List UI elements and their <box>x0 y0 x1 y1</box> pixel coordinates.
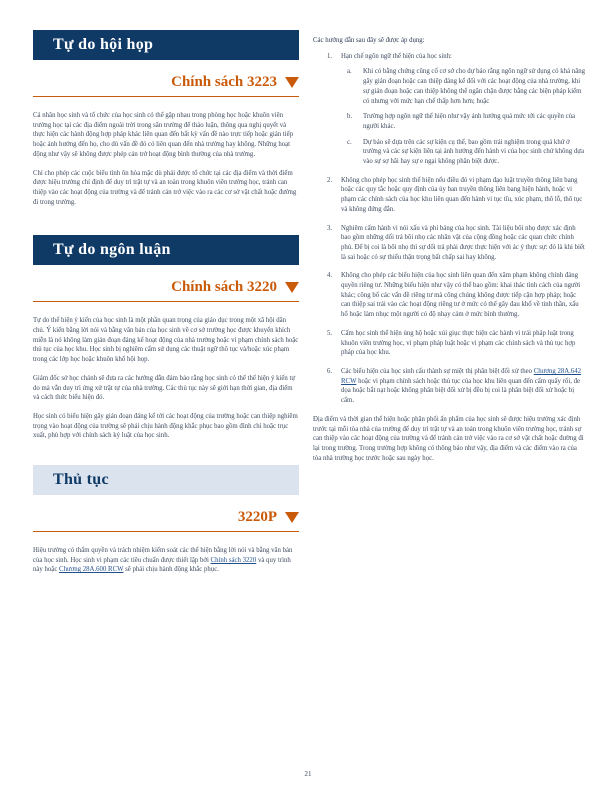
page-number: 21 <box>304 770 312 778</box>
sub-letter: b. <box>347 113 353 121</box>
policy-label-3220p <box>33 507 299 527</box>
list-item <box>313 271 585 320</box>
expression-paragraph-2: Giám đốc sở học chánh sẽ đưa ra các hướng dẫn đảm bảo rằng học sinh có thể thể hiện ý kiến tự do mà vẫn duy trì ứng xử trật tự của nhà trường. Các thủ tục này sẽ giới hạn thời gian, địa điểm và cách thức biểu hiện đó. <box>33 374 296 402</box>
expression-paragraph-1: Tự do thể hiện ý kiến của học sinh là một phần quan trọng của giáo dục trong một xã hội dân chủ. Ý kiến bằng lời nói và bằng văn bản của học sinh về cơ sở trường học được khuyến khích miễn là nó không làm gián đoạn đáng kể hoạt động của nhà trường hoặc vi phạm chính sách hoặc thủ tục của học khu. Học sinh bị nghiêm cấm sử dụng các thuật ngữ thô tục và/hoặc xúc phạm trong các lớp học hoặc khuôn khổ hội họp. <box>33 317 299 364</box>
sub-item <box>341 112 585 131</box>
sub-text: Trường hợp ngôn ngữ thể hiện như vậy ảnh hưởng quá mức tới các quyền của người khác. <box>363 113 576 130</box>
assembly-paragraph-1: Cá nhân học sinh và tổ chức của học sinh có thể gặp nhau trong phòng học hoặc khuôn viên trường học tại các địa điểm ngoài trời trong sân trường để thảo luận, thông qua nghị quyết và thực hiện các hành động hợp pháp khác liên quan đến bất kỳ vấn đề nào trực tiếp hoặc gián tiếp hoặc ảnh hưởng đến họ, cho dù vấn đề đó có liên quan đến nhà trường hay không. Những hoạt động như vậy sẽ không được phép cản trở hoạt động bình thường của nhà trường. <box>33 112 294 158</box>
left-column <box>33 30 299 575</box>
sub-letter: c. <box>347 138 352 146</box>
policy-number: 3220P <box>237 509 277 526</box>
item-number: 1. <box>327 52 333 60</box>
item-number: 3. <box>327 224 333 232</box>
procedure-text: sẽ phải chịu hành động khắc phục. <box>125 566 219 574</box>
sub-list <box>341 67 585 166</box>
section-title-expression: Tự do ngôn luận <box>33 235 299 265</box>
sub-letter: a. <box>347 68 352 76</box>
item-text: Không cho phép các biểu hiện của học sinh liên quan đến xâm phạm không chính đáng quyền riêng tư. Những biểu hiện như vậy có thể bao gồm: khai thác tình cách của người khác; công bố các vấn đề riêng tư mà công chúng không được tiếp cận hợp pháp; hoặc can thiệp sai trái vào các hoạt động riêng tư ở mức có thể gây đau khổ về tinh thần, xấu hổ hoặc làm nhục một người có độ nhạy cảm ở mức bình thường. <box>341 272 581 319</box>
list-item <box>313 329 585 358</box>
triangle-down-icon <box>285 282 299 293</box>
list-item <box>313 224 585 263</box>
rcw-28a642-link[interactable]: Chương 28A.642 RCW <box>341 367 582 385</box>
sub-text: Dự báo sẽ dựa trên các sự kiện cụ thể, bao gồm trải nghiệm trong quá khứ ở trường và các sự kiện liên tại ảnh hưởng đến hành vi của học sinh chứ không dựa vào sự sợ hãi hay sự e ngại không phân biệt được. <box>363 138 584 166</box>
item-text: Nghiêm cấm hành vi nói xấu và phỉ báng của học sinh. Tài liệu bôi nhọ được xác định bao gồm những dối trá bôi nhọ các nhân vật của cộng đồng hoặc các quan chức chính phủ. Để bị coi là bôi nhọ thì sự dối trá phải được thực hiện với ác ý thực sự: đó là khi biết là sai hoặc có sự thiếu thận trọng bất chấp sai hay không. <box>341 224 585 261</box>
item-text: Không cho phép học sinh thể hiện nếu điều đó vi phạm đạo luật truyền thông liên bang hoặc các quy tắc hoặc quy định của ủy ban truyền thông liên bang hiện hành, hoặc vi phạm các chính sách của học khu liên quan đến hành vi tục tĩu, xúc phạm, thô lỗ, thô tục và không đứng đắn. <box>341 176 583 213</box>
item-text: Các biểu hiện của học sinh cấu thành sự miệt thị phân biệt đối xử theo <box>341 367 533 375</box>
divider <box>33 301 299 302</box>
closing-paragraph: Địa điểm và thời gian thể hiện hoặc phân phối ấn phẩm của học sinh sẽ được hiệu trưởng xác định trước tại mỗi tòa nhà của trường để duy trì trật tự và an toàn trong khuôn viên trường học, tránh sự can thiệp vào các hoạt động của trường và để tránh cản trở việc vào ra cơ sở vật chất hoặc đường đi lại trong trường. Trong trường hợp không có thông báo như vậy, địa điểm và các điểm vào ra của tòa nhà trường học trước hoặc sau ngày học. <box>313 415 584 462</box>
item-number: 6. <box>327 367 333 375</box>
procedure-paragraph <box>33 546 299 575</box>
procedure-text: Hiệu trưởng có thẩm quyền và trách nhiệm kiểm soát các thể hiện bằng lời nói và bằng văn bản của học sinh. Học sinh vi phạm các tiêu chuẩn được thiết lập bởi <box>33 547 293 564</box>
section-title-procedure: Thủ tục <box>33 465 299 495</box>
divider <box>33 531 299 532</box>
policy-3220-link[interactable]: Chính sách 3220 <box>210 556 257 564</box>
assembly-paragraph-2: Chỉ cho phép các cuộc biểu tình ôn hòa mặc dù phải được tổ chức tại các địa điểm và thời điểm được hiệu trưởng chỉ định để duy trì trật tự và an toàn trong khuôn viên trường học, tránh can thiệp vào các hoạt động của trường và để tránh cản trở việc vào ra các cơ sở vật chất hoặc đường đi trong trường. <box>33 169 297 206</box>
policy-number: Chính sách 3223 <box>171 74 277 90</box>
policy-label-3223 <box>33 72 299 92</box>
sub-item <box>341 138 585 167</box>
sub-item <box>341 67 585 106</box>
item-text: Hạn chế ngôn ngữ thể hiện của học sinh: <box>341 52 452 60</box>
item-text: hoặc vi phạm chính sách hoặc thủ tục của học khu liên quan đến cấm quấy rối, đe dọa hoặc bắt nạt hoặc không phân biệt đối xử bị đều bị coi là phân biệt đối xử hoặc bị cấm. <box>341 377 581 405</box>
triangle-down-icon <box>285 77 299 88</box>
section-title-assembly: Tự do hội họp <box>33 30 299 60</box>
item-number: 4. <box>327 272 333 280</box>
sub-text: Khi có bằng chứng cũng cố cơ sở cho dự báo rằng ngôn ngữ sử dụng có khả năng gây gián đoạn hoặc can thiệp đáng kể đối với các hoạt động của nhà trường, khi sự gián đoạn hoặc can thiệp không thể ngăn chặn được bằng các biện pháp kiểm có nhưng với mức hạn chế thấp hơn hơn; hoặc <box>363 68 586 105</box>
item-text: Cấm học sinh thể hiện ủng hộ hoặc xúi giục thực hiện các hành vi trái pháp luật trong khuôn viên trường học, vi phạm pháp luật hoặc vi phạm các chính sách và thủ tục hợp pháp của học khu. <box>341 329 576 357</box>
triangle-down-icon <box>285 512 299 523</box>
guidelines-list <box>313 52 585 406</box>
policy-label-3220 <box>33 277 299 297</box>
guidelines-intro: Các hướng dẫn sau đây sẽ được áp dụng: <box>313 37 425 44</box>
item-number: 2. <box>327 176 333 184</box>
right-column <box>313 36 585 463</box>
expression-paragraph-3: Học sinh có biểu hiện gây gián đoạn đáng kể tới các hoạt động của trường hoặc can thiệp nghiêm trọng vào hoạt động của trường sẽ phải chịu hành động khắc phục bao gồm đình chỉ hoặc trục xuất, phù hợp với chính sách kỷ luật của học sinh. <box>33 412 298 440</box>
item-number: 5. <box>327 329 333 337</box>
list-item <box>313 367 585 406</box>
rcw-28a600-link[interactable]: Chương 28A.600 RCW <box>59 566 124 574</box>
procedure-text: và quy trình này hoặc <box>33 556 291 574</box>
list-item <box>313 52 585 167</box>
list-item <box>313 176 585 215</box>
divider <box>33 96 299 97</box>
policy-number: Chính sách 3220 <box>171 279 277 296</box>
